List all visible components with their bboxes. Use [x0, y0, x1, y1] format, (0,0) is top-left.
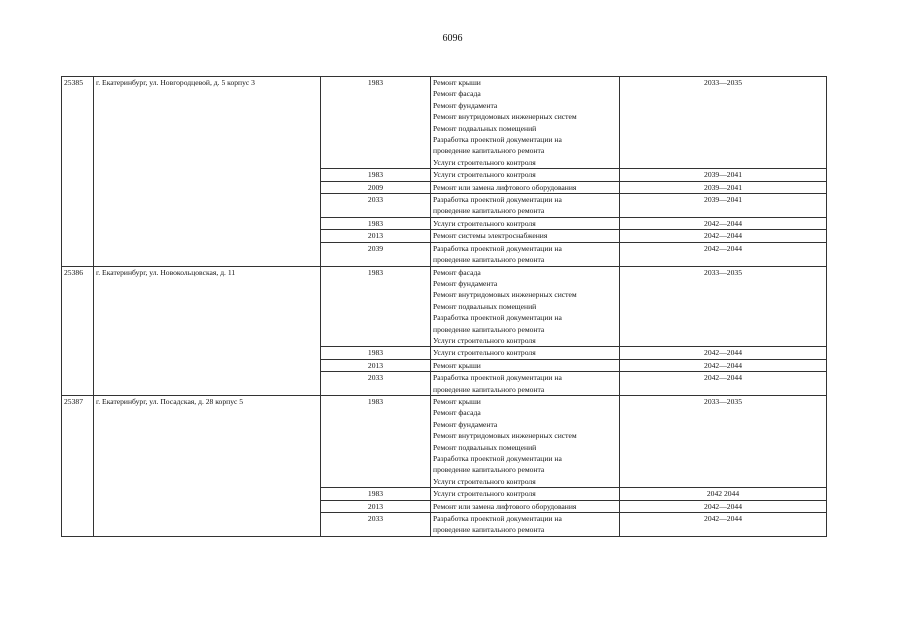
work-item: Услуги строительного контроля [433, 218, 536, 228]
work-item: Разработка проектной документации на [433, 454, 562, 463]
work-list [431, 217, 620, 229]
work-item: Разработка проектной документации на [433, 195, 562, 205]
commissioning-year: 1983 [321, 347, 431, 359]
planned-period: 2042—2044 [620, 359, 827, 371]
commissioning-year: 2013 [321, 230, 431, 242]
planned-period: 2039—2041 [620, 181, 827, 193]
table-row [62, 395, 827, 487]
table-row [62, 266, 827, 347]
work-list [431, 500, 620, 512]
commissioning-year: 2009 [321, 181, 431, 193]
planned-period: 2042—2044 [620, 242, 827, 266]
planned-period: 2033—2035 [620, 395, 827, 487]
building-address: г. Екатеринбург, ул. Посадская, д. 28 корпус 5 [94, 395, 321, 536]
planned-period: 2039—2041 [620, 194, 827, 218]
work-item: Услуги строительного контроля [433, 489, 536, 499]
work-item: Разработка проектной документации на [433, 135, 562, 145]
work-item: Ремонт или замена лифтового оборудования [433, 501, 577, 511]
building-address: г. Екатеринбург, ул. Новгородцевой, д. 5 корпус 3 [94, 77, 321, 267]
work-item: проведение капитального ремонта [433, 324, 545, 334]
commissioning-year: 1983 [321, 266, 431, 347]
work-item: Ремонт системы электроснабжения [433, 231, 548, 241]
planned-period: 2042—2044 [620, 347, 827, 359]
work-list [431, 242, 620, 266]
work-item: Услуги строительного контроля [433, 170, 536, 180]
planned-period: 2042—2044 [620, 513, 827, 537]
work-list [431, 359, 620, 371]
planned-period: 2039—2041 [620, 169, 827, 181]
work-list [431, 488, 620, 500]
work-item: проведение капитального ремонта [433, 146, 545, 156]
work-item: Ремонт подвальных помещений [433, 301, 537, 311]
repair-schedule-table [61, 76, 827, 537]
work-item: Разработка проектной документации на [433, 514, 562, 524]
work-list [431, 77, 620, 169]
work-item: Ремонт фундамента [433, 100, 498, 110]
work-list [431, 266, 620, 347]
work-item: Разработка проектной документации на [433, 243, 562, 253]
commissioning-year: 2033 [321, 194, 431, 218]
work-item: Ремонт подвальных помещений [433, 442, 537, 452]
work-item: Услуги строительного контроля [433, 157, 536, 167]
planned-period: 2042 2044 [620, 488, 827, 500]
work-item: Ремонт крыши [433, 78, 481, 87]
work-item: Ремонт внутридомовых инженерных систем [433, 112, 577, 122]
commissioning-year: 2013 [321, 500, 431, 512]
work-item: Ремонт внутридомовых инженерных систем [433, 431, 577, 441]
commissioning-year: 2013 [321, 359, 431, 371]
planned-period: 2042—2044 [620, 500, 827, 512]
work-item: проведение капитального ремонта [433, 525, 545, 535]
page-number: 6096 [442, 33, 463, 44]
table-body [62, 77, 827, 537]
work-list [431, 347, 620, 359]
commissioning-year: 2039 [321, 242, 431, 266]
commissioning-year: 1983 [321, 488, 431, 500]
work-list [431, 169, 620, 181]
work-item: Ремонт фасада [433, 267, 481, 277]
work-item: Услуги строительного контроля [433, 348, 536, 358]
work-item: Разработка проектной документации на [433, 313, 562, 323]
building-id: 25386 [62, 266, 94, 395]
commissioning-year: 1983 [321, 169, 431, 181]
work-item: Ремонт фасада [433, 89, 481, 99]
work-item: Ремонт подвальных помещений [433, 123, 537, 133]
building-id: 25385 [62, 77, 94, 267]
work-item: Ремонт внутридомовых инженерных систем [433, 290, 577, 300]
building-address: г. Екатеринбург, ул. Новокольцовская, д. 11 [94, 266, 321, 395]
work-item: Ремонт фундамента [433, 278, 498, 288]
commissioning-year: 1983 [321, 77, 431, 169]
work-item: Услуги строительного контроля [433, 335, 536, 345]
work-list [431, 372, 620, 396]
planned-period: 2033—2035 [620, 266, 827, 347]
planned-period: 2042—2044 [620, 217, 827, 229]
work-list [431, 194, 620, 218]
building-id: 25387 [62, 395, 94, 536]
work-list [431, 513, 620, 537]
work-item: проведение капитального ремонта [433, 206, 545, 216]
table-row [62, 77, 827, 169]
commissioning-year: 1983 [321, 395, 431, 487]
planned-period: 2042—2044 [620, 230, 827, 242]
work-item: Ремонт фасада [433, 408, 481, 418]
work-item: Ремонт или замена лифтового оборудования [433, 182, 577, 192]
work-item: Услуги строительного контроля [433, 476, 536, 486]
work-item: Ремонт крыши [433, 396, 481, 406]
planned-period: 2042—2044 [620, 372, 827, 396]
work-item: Ремонт фундамента [433, 419, 498, 429]
work-item: проведение капитального ремонта [433, 465, 545, 475]
work-list [431, 181, 620, 193]
work-item: Ремонт крыши [433, 360, 481, 370]
work-list [431, 230, 620, 242]
commissioning-year: 2033 [321, 372, 431, 396]
commissioning-year: 1983 [321, 217, 431, 229]
work-item: проведение капитального ремонта [433, 255, 545, 265]
planned-period: 2033—2035 [620, 77, 827, 169]
work-item: Разработка проектной документации на [433, 373, 562, 383]
commissioning-year: 2033 [321, 513, 431, 537]
work-list [431, 395, 620, 487]
work-item: проведение капитального ремонта [433, 384, 545, 394]
